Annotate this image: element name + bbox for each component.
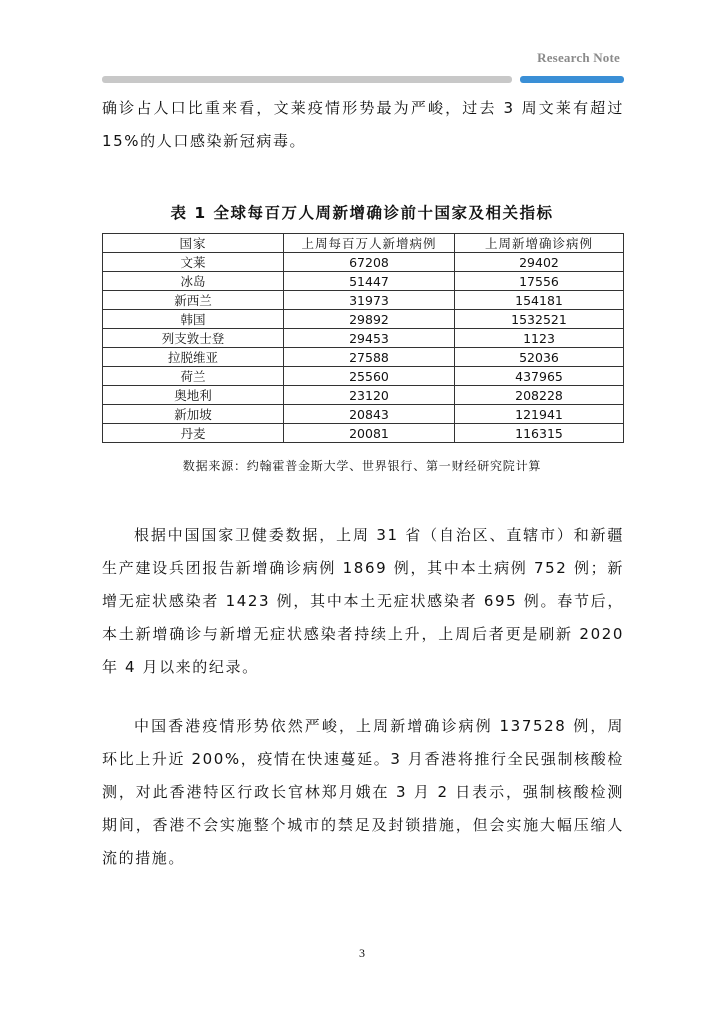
paragraph-mainland: 根据中国国家卫健委数据，上周 31 省（自治区、直辖市）和新疆生产建设兵团报告新增确诊病例 1869 例，其中本土病例 752 例；新增无症状感染者 1423 例，其中本土无症状感染者 695 例。春节后，本土新增确诊与新增无症状感染者持续上升，上周后者更是刷新 2020 年 4 月以来的纪录。 <box>102 526 624 676</box>
table-cell: 25560 <box>284 367 455 386</box>
page-number: 3 <box>359 946 365 960</box>
table-cell: 奥地利 <box>103 386 284 405</box>
table-cell: 拉脱维亚 <box>103 348 284 367</box>
table-row <box>103 424 624 443</box>
table-cell: 新加坡 <box>103 405 284 424</box>
table-cell: 韩国 <box>103 310 284 329</box>
table-cell: 121941 <box>455 405 624 424</box>
table-row <box>103 272 624 291</box>
table-cell: 20843 <box>284 405 455 424</box>
table-cell: 208228 <box>455 386 624 405</box>
table-row <box>103 253 624 272</box>
table-cell: 新西兰 <box>103 291 284 310</box>
table-cell: 116315 <box>455 424 624 443</box>
paragraph-hongkong: 中国香港疫情形势依然严峻，上周新增确诊病例 137528 例，周环比上升近 200%，疫情在快速蔓延。3 月香港将推行全民强制核酸检测，对此香港特区行政长官林郑月娥在 3 月 2 日表示，强制核酸检测期间，香港不会实施整个城市的禁足及封锁措施，但会实施大幅压缩人流的措施。 <box>102 717 624 867</box>
table-row <box>103 405 624 424</box>
paragraph-intro: 确诊占人口比重来看，文莱疫情形势最为严峻，过去 3 周文莱有超过 15%的人口感染新冠病毒。 <box>102 99 624 150</box>
table-cell: 29453 <box>284 329 455 348</box>
table-cell: 冰岛 <box>103 272 284 291</box>
table-row <box>103 329 624 348</box>
table-header-row <box>103 234 624 253</box>
table-cell: 1123 <box>455 329 624 348</box>
column-header: 上周新增确诊病例 <box>455 234 624 253</box>
table-row <box>103 348 624 367</box>
header-label: Research Note <box>537 50 620 65</box>
data-table <box>102 233 624 443</box>
header-bar-accent <box>520 76 624 83</box>
table-cell: 27588 <box>284 348 455 367</box>
column-header: 上周每百万人新增病例 <box>284 234 455 253</box>
table-row <box>103 386 624 405</box>
table-row <box>103 310 624 329</box>
table-cell: 51447 <box>284 272 455 291</box>
column-header: 国家 <box>103 234 284 253</box>
table-cell: 荷兰 <box>103 367 284 386</box>
table-cell: 23120 <box>284 386 455 405</box>
table-cell: 154181 <box>455 291 624 310</box>
table-cell: 列支敦士登 <box>103 329 284 348</box>
table-cell: 29892 <box>284 310 455 329</box>
table-cell: 1532521 <box>455 310 624 329</box>
header-bar-gray <box>102 76 512 83</box>
table-title: 表 1 全球每百万人周新增确诊前十国家及相关指标 <box>170 204 554 222</box>
table-cell: 17556 <box>455 272 624 291</box>
table-cell: 20081 <box>284 424 455 443</box>
table-row <box>103 367 624 386</box>
table-cell: 437965 <box>455 367 624 386</box>
table-cell: 67208 <box>284 253 455 272</box>
table-row <box>103 291 624 310</box>
table-cell: 丹麦 <box>103 424 284 443</box>
table-cell: 文莱 <box>103 253 284 272</box>
table-cell: 29402 <box>455 253 624 272</box>
table-cell: 31973 <box>284 291 455 310</box>
table-cell: 52036 <box>455 348 624 367</box>
table-source-note: 数据来源：约翰霍普金斯大学、世界银行、第一财经研究院计算 <box>182 459 542 473</box>
